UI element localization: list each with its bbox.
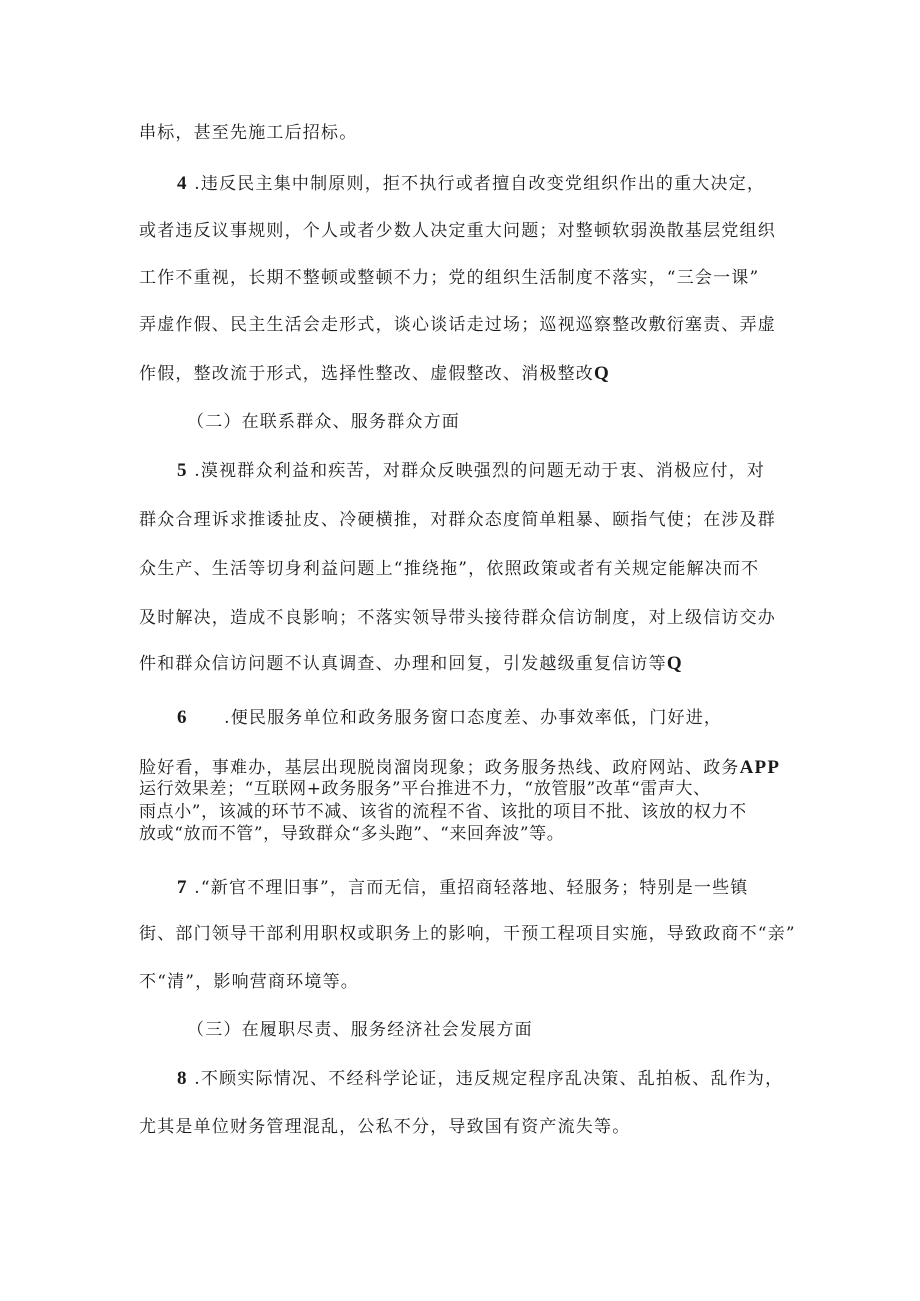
item-number: 4 bbox=[177, 173, 188, 194]
text-line: 放或“放而不管”，导致群众“多头跑”、“来回奔波”等。 bbox=[139, 824, 565, 844]
text-line: 众生产、生活等切身利益问题上“推绕拖”，依照政策或者有关规定能解决而不 bbox=[139, 559, 760, 579]
text-line: 尤其是单位财务管理混乱，公私不分，导致国有资产流失等。 bbox=[139, 1117, 631, 1137]
text-line: 作假，整改流于形式，选择性整改、虚假整改、消极整改Q bbox=[139, 363, 610, 384]
text-line: 脸好看，事难办，基层出现脱岗溜岗现象；政务服务热线、政府网站、政务APP bbox=[139, 757, 781, 778]
section-heading: （二）在联系群众、服务群众方面 bbox=[187, 412, 460, 432]
text-line: 雨点小”，该减的环节不减、该省的流程不省、该批的项目不批、该放的权力不 bbox=[139, 802, 747, 822]
item-5-line: 5 .漠视群众利益和疾苦，对群众反映强烈的问题无动于衷、消极应付，对 bbox=[177, 460, 766, 481]
item-6-line: 6 .便民服务单位和政务服务窗口态度差、办事效率低，门好进， bbox=[177, 707, 723, 728]
text-line: 不“清”，影响营商环境等。 bbox=[139, 972, 359, 992]
item-4-line: 4 .违反民主集中制原则，拒不执行或者擅自改变党组织作出的重大决定， bbox=[177, 173, 766, 194]
text-line: 街、部门领导干部利用职权或职务上的影响，干预工程项目实施，导致政商不“亲” bbox=[139, 924, 796, 944]
text-line: 弄虚作假、民主生活会走形式，谈心谈话走过场；巡视巡察整改敷衍塞责、弄虚 bbox=[139, 315, 776, 335]
item-number: 5 bbox=[177, 460, 188, 481]
text-line: 件和群众信访问题不认真调查、办理和回复，引发越级重复信访等Q bbox=[139, 653, 683, 674]
text-line: 运行效果差；“互联网+政务服务”平台推进不力，“放管服”改革“雷声大、 bbox=[139, 779, 711, 799]
item-8-line: 8 .不顾实际情况、不经科学论证，违反规定程序乱决策、乱拍板、乱作为， bbox=[177, 1068, 784, 1089]
section-heading: （三）在履职尽责、服务经济社会发展方面 bbox=[187, 1020, 533, 1040]
text-line: 群众合理诉求推诿扯皮、冷硬横推，对群众态度简单粗暴、颐指气使；在涉及群 bbox=[139, 510, 776, 530]
text-line: 工作不重视，长期不整顿或整顿不力；党的组织生活制度不落实，“三会一课” bbox=[139, 268, 760, 288]
item-number: 6 bbox=[177, 707, 188, 728]
text-line: 或者违反议事规则，个人或者少数人决定重大问题；对整顿软弱涣散基层党组织 bbox=[139, 221, 776, 241]
item-number: 7 bbox=[177, 877, 188, 898]
item-7-line: 7 .“新官不理旧事”，言而无信，重招商轻落地、轻服务；特别是一些镇 bbox=[177, 877, 749, 898]
text-line: 串标，甚至先施工后招标。 bbox=[139, 123, 358, 143]
text-line: 及时解决，造成不良影响；不落实领导带头接待群众信访制度，对上级信访交办 bbox=[139, 608, 776, 628]
item-number: 8 bbox=[177, 1068, 188, 1089]
